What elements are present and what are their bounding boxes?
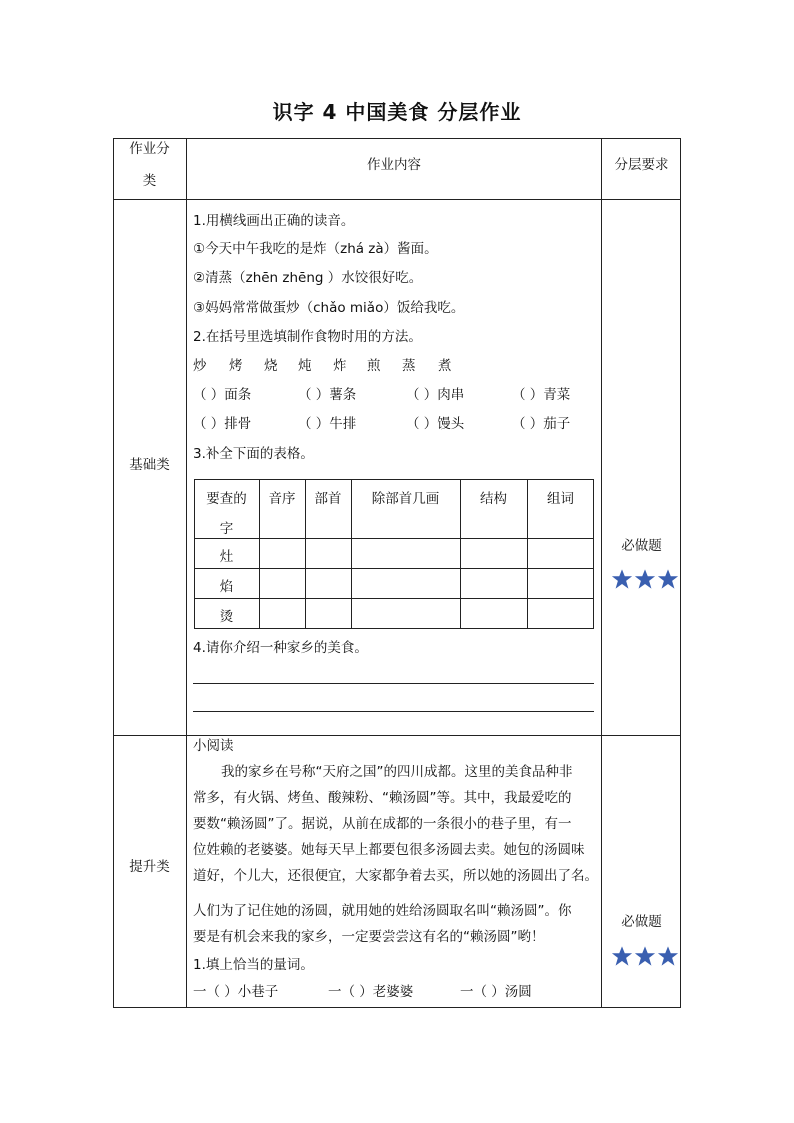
method-option: 烧	[264, 358, 278, 374]
fill-blank-item: （ ）肉串	[406, 387, 465, 403]
row-divider	[113, 735, 681, 736]
table-header: 除部首几画	[371, 491, 440, 507]
method-option: 炖	[298, 358, 312, 374]
table-header: 结构	[480, 491, 507, 507]
question-2-stem: 2.在括号里选填制作食物时用的方法。	[193, 329, 422, 345]
table-header: 组词	[547, 491, 574, 507]
star-icon	[657, 568, 679, 590]
star-icon	[657, 945, 679, 967]
measure-word-item: 一（ ）小巷子	[193, 984, 279, 1000]
passage-line: 常多，有火锅、烤鱼、酸辣粉、“赖汤圆”等。其中，我最爱吃的	[193, 790, 572, 806]
passage-line: 道好，个儿大，还很便宜，大家都争着去买，所以她的汤圆出了名。	[193, 868, 598, 884]
fill-blank-item: （ ）牛排	[298, 416, 357, 432]
method-option: 炸	[333, 358, 347, 374]
star-icon	[634, 568, 656, 590]
category-basic: 基础类	[129, 457, 170, 473]
table-char: 灶	[219, 549, 234, 565]
method-option: 烤	[229, 358, 243, 374]
row-divider	[113, 199, 681, 200]
fill-blank-item: （ ）排骨	[193, 416, 252, 432]
header-category-line2: 类	[142, 173, 157, 189]
table-header: 要查的	[206, 491, 247, 507]
header-content: 作业内容	[367, 157, 421, 173]
rating-stars-basic	[611, 568, 679, 590]
table-char: 烫	[219, 609, 234, 625]
question-1-stem: 1.用横线画出正确的读音。	[193, 213, 355, 229]
table-header: 音序	[268, 491, 296, 507]
passage-line: 要是有机会来我的家乡，一定要尝尝这有名的“赖汤圆”哟！	[193, 929, 545, 945]
page-title: 识字 4 中国美食 分层作业	[272, 100, 522, 124]
question-3-stem: 3.补全下面的表格。	[193, 446, 314, 462]
passage-line: 要数“赖汤圆”了。据说，从前在成都的一条很小的巷子里，有一	[193, 816, 572, 832]
reading-heading: 小阅读	[193, 738, 234, 754]
requirement-advanced: 必做题	[621, 914, 662, 930]
question-1-item: ①今天中午我吃的是炸（zhá zà）酱面。	[193, 241, 438, 257]
writing-line	[193, 711, 594, 712]
question-1-item: ③妈妈常常做蛋炒（chǎo miǎo）饭给我吃。	[193, 300, 465, 316]
table-header: 部首	[314, 491, 342, 507]
writing-line	[193, 683, 594, 684]
table-char: 焰	[219, 579, 234, 595]
column-divider	[601, 138, 602, 1008]
header-category-line1: 作业分	[129, 141, 170, 157]
star-icon	[634, 945, 656, 967]
fill-blank-item: （ ）薯条	[298, 387, 357, 403]
passage-line: 我的家乡在号称“天府之国”的四川成都。这里的美食品种非	[221, 764, 573, 780]
category-advanced: 提升类	[129, 859, 170, 875]
column-divider	[186, 138, 187, 1008]
method-option: 炒	[193, 358, 207, 374]
measure-word-item: 一（ ）老婆婆	[328, 984, 414, 1000]
measure-word-item: 一（ ）汤圆	[460, 984, 532, 1000]
advanced-question-1-stem: 1.填上恰当的量词。	[193, 957, 314, 973]
fill-blank-item: （ ）馒头	[406, 416, 465, 432]
passage-line: 人们为了记住她的汤圆，就用她的姓给汤圆取名叫“赖汤圆”。你	[193, 903, 572, 919]
fill-blank-item: （ ）面条	[193, 387, 252, 403]
method-option: 煎	[367, 358, 381, 374]
method-option: 煮	[438, 358, 452, 374]
star-icon	[611, 945, 633, 967]
question-4-stem: 4.请你介绍一种家乡的美食。	[193, 640, 368, 656]
table-header: 字	[219, 521, 234, 537]
passage-line: 位姓赖的老婆婆。她每天早上都要包很多汤圆去卖。她包的汤圆味	[193, 842, 585, 858]
requirement-basic: 必做题	[621, 538, 662, 554]
question-1-item: ②清蒸（zhēn zhēng ）水饺很好吃。	[193, 270, 423, 286]
rating-stars-advanced	[611, 945, 679, 967]
star-icon	[611, 568, 633, 590]
fill-blank-item: （ ）茄子	[512, 416, 571, 432]
fill-blank-item: （ ）青菜	[512, 387, 571, 403]
header-requirement: 分层要求	[614, 157, 669, 173]
method-option: 蒸	[402, 358, 416, 374]
